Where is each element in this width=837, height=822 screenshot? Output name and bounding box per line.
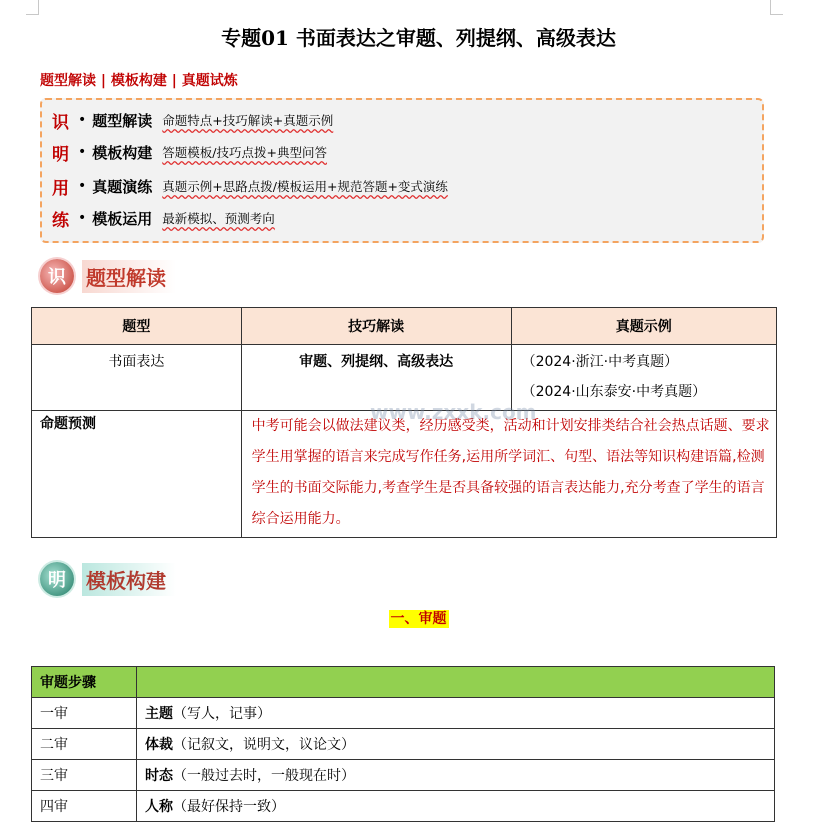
detail-note: （记叙文，说明文，议论文） [173, 737, 355, 753]
section-title: 模板构建 [82, 563, 176, 596]
exam-example: （2024·浙江·中考真题） [521, 354, 679, 370]
overview-char: 识 [52, 112, 69, 133]
overview-desc: 答题模板/技巧点拨+典型问答 [162, 145, 327, 160]
review-steps-table [31, 666, 775, 822]
detail-cell [137, 729, 775, 760]
step-cell: 一审 [32, 698, 137, 729]
prediction-text-cell: 中考可能会以做法建议类，经历感受类，活动和计划安排类结合社会热点话题、要求学生用掌握的语言来完成写作任务,运用所学词汇、句型、语法等知识构建语篇,检测学生的书面交际能力,考查学生是否具备较强的语言表达能力,充分考查了学生的语言综合运用能力。 [241, 411, 776, 538]
header-cell: 审题步骤 [32, 667, 137, 698]
overview-row-1 [52, 104, 333, 136]
step-cell: 三审 [32, 760, 137, 791]
section-badge-icon: 明 [40, 562, 74, 596]
overview-title: 模板运用 [92, 209, 153, 228]
table-header-row [32, 308, 777, 345]
step-cell: 四审 [32, 791, 137, 822]
detail-key: 人称 [145, 799, 173, 815]
table-row [32, 411, 777, 538]
detail-key: 体裁 [145, 737, 173, 753]
watermark: www.zxxk.com [370, 400, 537, 424]
bullet-icon: • [78, 112, 87, 128]
header-cell: 技巧解读 [241, 308, 511, 345]
header-cell: 真题示例 [511, 308, 776, 345]
table-header-row [32, 667, 775, 698]
section-heading-interpretation [40, 258, 176, 294]
detail-note: （最好保持一致） [173, 799, 285, 815]
detail-note: （一般过去时，一般现在时） [173, 768, 355, 784]
table-row [32, 760, 775, 791]
overview-title: 真题演练 [92, 177, 153, 196]
overview-row-2 [52, 136, 327, 168]
overview-desc: 真题示例+思路点拨/模板运用+规范答题+变式演练 [162, 179, 448, 194]
detail-key: 主题 [145, 706, 173, 722]
detail-cell [137, 760, 775, 791]
detail-cell [137, 791, 775, 822]
overview-char: 用 [52, 178, 69, 199]
bullet-icon: • [78, 178, 87, 194]
overview-title: 模板构建 [92, 143, 153, 162]
header-cell: 题型 [32, 308, 242, 345]
table-row [32, 698, 775, 729]
sub-navigation: 题型解读 | 模板构建 | 真题试炼 [40, 73, 238, 89]
table-row [32, 791, 775, 822]
overview-desc: 最新模拟、预测考向 [162, 211, 275, 226]
overview-row-4 [52, 202, 275, 234]
header-cell-empty [137, 667, 775, 698]
step-cell: 二审 [32, 729, 137, 760]
overview-title: 题型解读 [92, 111, 153, 130]
step-title [0, 608, 837, 628]
overview-desc: 命题特点+技巧解读+真题示例 [162, 113, 334, 128]
section-title: 题型解读 [82, 260, 176, 293]
skill-text: 审题、列提纲、高级表达 [299, 354, 454, 370]
detail-cell [137, 698, 775, 729]
overview-char: 明 [52, 144, 69, 165]
overview-char: 练 [52, 210, 69, 231]
detail-key: 时态 [145, 768, 173, 784]
step-title-text: 一、审题 [390, 611, 447, 627]
exam-example: （2024·山东泰安·中考真题） [521, 384, 707, 400]
examples-cell [511, 345, 776, 411]
overview-box [40, 98, 764, 243]
section-heading-template [40, 561, 176, 597]
bullet-icon: • [78, 210, 87, 226]
page-corner-mark-right [770, 0, 783, 15]
table-row [32, 729, 775, 760]
bullet-icon: • [78, 144, 87, 160]
overview-row-3 [52, 170, 448, 202]
section-badge-icon: 识 [40, 259, 74, 293]
page-corner-mark-left [26, 0, 39, 15]
type-text: 书面表达 [108, 354, 165, 370]
page-title: 专题01 书面表达之审题、列提纲、高级表达 [221, 26, 616, 50]
prediction-label-cell: 命题预测 [32, 411, 242, 538]
detail-note: （写人，记事） [173, 706, 271, 722]
type-cell [32, 345, 242, 411]
